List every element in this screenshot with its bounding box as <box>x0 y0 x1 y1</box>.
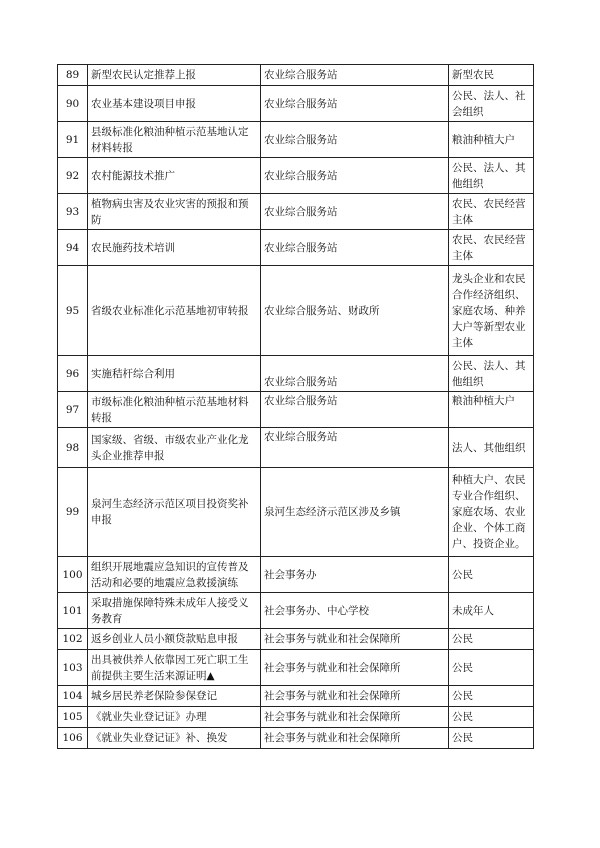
table-row <box>58 686 534 707</box>
department: 社会事务办、中心学校 <box>261 593 449 629</box>
service-target: 公民 <box>449 728 534 749</box>
service-target: 公民 <box>449 707 534 728</box>
service-target: 农民、农民经营主体 <box>449 230 534 266</box>
department: 社会事务办 <box>261 557 449 593</box>
department: 社会事务与就业和社会保障所 <box>261 686 449 707</box>
row-number: 89 <box>58 65 88 86</box>
service-target: 公民 <box>449 650 534 686</box>
item-name: 县级标准化粮油种植示范基地认定材料转报 <box>88 122 261 158</box>
table-row <box>58 707 534 728</box>
item-name: 市级标准化粮油种植示范基地材料转报 <box>88 392 261 428</box>
service-target: 种植大户、农民专业合作组织、家庭农场、农业企业、个体工商户、投资企业。 <box>449 468 534 557</box>
item-name: 返乡创业人员小额贷款贴息申报 <box>88 629 261 650</box>
table-row <box>58 230 534 266</box>
service-target: 粮油种植大户 <box>449 392 534 428</box>
department: 社会事务与就业和社会保障所 <box>261 629 449 650</box>
table-row <box>58 593 534 629</box>
service-target: 公民、法人、其他组织 <box>449 356 534 392</box>
service-target: 公民 <box>449 686 534 707</box>
item-name: 实施秸杆综合利用 <box>88 356 261 392</box>
item-name: 植物病虫害及农业灾害的预报和预防 <box>88 194 261 230</box>
service-target: 公民 <box>449 557 534 593</box>
item-name: 新型农民认定推荐上报 <box>88 65 261 86</box>
item-name: 农村能源技术推广 <box>88 158 261 194</box>
service-target: 农民、农民经营主体 <box>449 194 534 230</box>
department: 农业综合服务站 <box>261 86 449 122</box>
department: 泉河生态经济示范区涉及乡镇 <box>261 468 449 557</box>
item-name: 城乡居民养老保险参保登记 <box>88 686 261 707</box>
service-target: 公民、法人、社会组织 <box>449 86 534 122</box>
item-name: 采取措施保障特殊未成年人接受义务教育 <box>88 593 261 629</box>
service-target: 龙头企业和农民合作经济组织、家庭农场、种养大户等新型农业主体 <box>449 266 534 356</box>
department: 农业综合服务站 <box>261 392 449 428</box>
row-number: 96 <box>58 356 88 392</box>
item-name: 泉河生态经济示范区项目投资奖补申报 <box>88 468 261 557</box>
table-row <box>58 266 534 356</box>
row-number: 99 <box>58 468 88 557</box>
row-number: 100 <box>58 557 88 593</box>
department: 农业综合服务站 <box>261 122 449 158</box>
row-number: 101 <box>58 593 88 629</box>
item-name: 出具被供养人依靠因工死亡职工生前提供主要生活来源证明▲ <box>88 650 261 686</box>
service-target: 新型农民 <box>449 65 534 86</box>
table-row <box>58 650 534 686</box>
row-number: 103 <box>58 650 88 686</box>
item-name: 省级农业标准化示范基地初审转报 <box>88 266 261 356</box>
table-row <box>58 557 534 593</box>
item-name: 农民施药技术培训 <box>88 230 261 266</box>
row-number: 91 <box>58 122 88 158</box>
table-row <box>58 158 534 194</box>
table-row <box>58 629 534 650</box>
table-row <box>58 428 534 468</box>
row-number: 93 <box>58 194 88 230</box>
item-name: 《就业失业登记证》办理 <box>88 707 261 728</box>
service-target: 粮油种植大户 <box>449 122 534 158</box>
table-row <box>58 468 534 557</box>
department: 农业综合服务站 <box>261 356 449 392</box>
service-target: 公民、法人、其他组织 <box>449 158 534 194</box>
row-number: 102 <box>58 629 88 650</box>
department: 农业综合服务站 <box>261 158 449 194</box>
department: 社会事务与就业和社会保障所 <box>261 707 449 728</box>
service-target: 公民 <box>449 629 534 650</box>
table-row <box>58 65 534 86</box>
table-row <box>58 194 534 230</box>
row-number: 105 <box>58 707 88 728</box>
row-number: 97 <box>58 392 88 428</box>
department: 农业综合服务站 <box>261 230 449 266</box>
row-number: 104 <box>58 686 88 707</box>
item-name: 农业基本建设项目申报 <box>88 86 261 122</box>
item-name: 组织开展地震应急知识的宣传普及活动和必要的地震应急救援演练 <box>88 557 261 593</box>
department: 农业综合服务站 <box>261 428 449 468</box>
table-row <box>58 122 534 158</box>
row-number: 106 <box>58 728 88 749</box>
row-number: 94 <box>58 230 88 266</box>
service-target: 未成年人 <box>449 593 534 629</box>
department: 社会事务与就业和社会保障所 <box>261 650 449 686</box>
row-number: 98 <box>58 428 88 468</box>
service-target: 法人、其他组织 <box>449 428 534 468</box>
department: 农业综合服务站、财政所 <box>261 266 449 356</box>
service-list-table <box>57 64 534 749</box>
row-number: 92 <box>58 158 88 194</box>
table-row <box>58 392 534 428</box>
item-name: 《就业失业登记证》补、换发 <box>88 728 261 749</box>
department: 社会事务与就业和社会保障所 <box>261 728 449 749</box>
table-row <box>58 728 534 749</box>
department: 农业综合服务站 <box>261 65 449 86</box>
row-number: 90 <box>58 86 88 122</box>
row-number: 95 <box>58 266 88 356</box>
department: 农业综合服务站 <box>261 194 449 230</box>
table-row <box>58 356 534 392</box>
table-row <box>58 86 534 122</box>
item-name: 国家级、省级、市级农业产业化龙头企业推荐申报 <box>88 428 261 468</box>
